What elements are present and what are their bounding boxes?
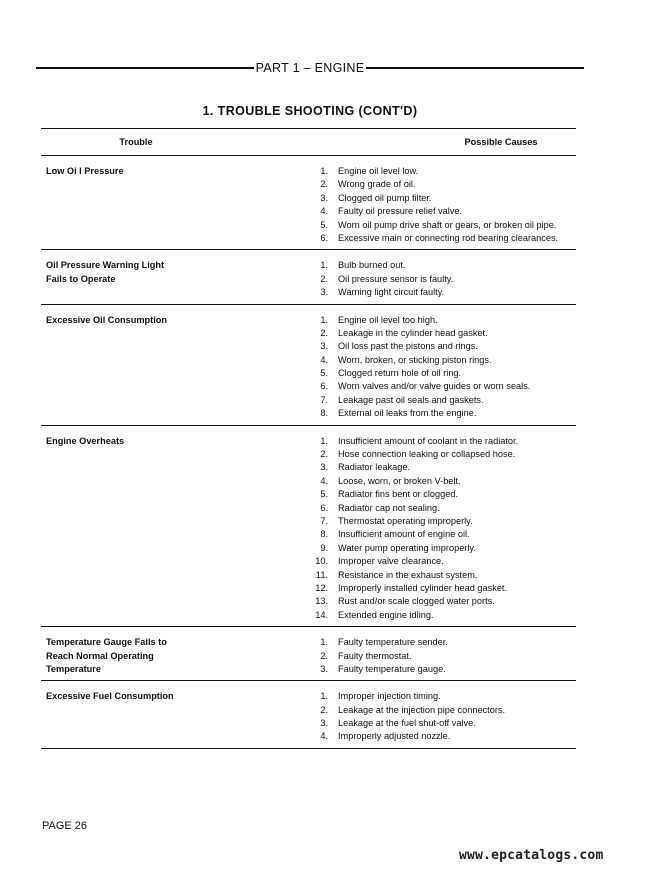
cause-item (296, 340, 576, 353)
cause-item (296, 367, 576, 380)
cause-item (296, 273, 576, 286)
table-body (41, 156, 576, 749)
cause-text: Leakage at the fuel shut-off valve. (338, 718, 476, 729)
cause-number: 10. (315, 556, 328, 567)
cause-text: Clogged oil pump filter. (338, 192, 432, 203)
cause-item (296, 435, 576, 448)
cause-number: 1. (320, 260, 328, 271)
header-rule-left (36, 67, 254, 69)
cause-number: 5. (320, 489, 328, 500)
cause-text: Excessive main or connecting rod bearing clearances. (338, 232, 559, 243)
cause-number: 7. (320, 394, 328, 405)
cause-text: Faulty temperature gauge. (338, 663, 446, 674)
cause-item (296, 488, 576, 501)
cause-item (296, 380, 576, 393)
cause-number: 14. (315, 609, 328, 620)
cause-number: 1. (320, 637, 328, 648)
cause-item (296, 542, 576, 555)
trouble-cell (41, 426, 296, 626)
cause-item (296, 582, 576, 595)
cause-text: Warning light circuit faulty. (338, 287, 445, 298)
cause-item (296, 327, 576, 340)
cause-number: 5. (320, 368, 328, 379)
cause-item (296, 448, 576, 461)
cause-item (296, 394, 576, 407)
cause-item (296, 192, 576, 205)
cause-text: Thermostat operating improperly. (338, 515, 473, 526)
cause-item (296, 569, 576, 582)
cause-item (296, 663, 576, 676)
cause-number: 3. (320, 192, 328, 203)
cause-item (296, 704, 576, 717)
cause-number: 4. (320, 731, 328, 742)
column-header-trouble: Trouble (119, 137, 153, 147)
trouble-label: Fails to Operate (46, 273, 116, 284)
cause-number: 7. (320, 515, 328, 526)
cause-text: Improper valve clearance. (338, 556, 444, 567)
cause-number: 2. (320, 704, 328, 715)
cause-item (296, 354, 576, 367)
cause-text: Leakage in the cylinder head gasket. (338, 327, 488, 338)
cause-text: Faulty thermostat. (338, 650, 412, 661)
cause-item (296, 232, 576, 245)
trouble-label: Excessive Fuel Consumption (46, 691, 174, 702)
table-row (41, 305, 576, 426)
cause-number: 8. (320, 529, 328, 540)
trouble-cell (41, 305, 296, 425)
part-title: PART 1 – ENGINE (255, 61, 365, 75)
cause-number: 2. (320, 327, 328, 338)
page-header (36, 61, 584, 75)
cause-text: Improperly installed cylinder head gasket. (338, 582, 508, 593)
cause-item (296, 515, 576, 528)
cause-text: Rust and/or scale clogged water ports. (338, 596, 495, 607)
troubleshooting-table (41, 128, 576, 749)
trouble-cell (41, 250, 296, 303)
cause-text: Leakage past oil seals and gaskets. (338, 394, 484, 405)
cause-text: Clogged return hole of oil ring. (338, 368, 462, 379)
cause-item (296, 205, 576, 218)
table-row (41, 250, 576, 304)
cause-text: Improper injection timing. (338, 691, 441, 702)
watermark: www.epcatalogs.com (459, 848, 604, 863)
cause-number: 1. (320, 314, 328, 325)
cause-number: 3. (320, 341, 328, 352)
column-header-causes: Possible Causes (464, 137, 538, 147)
cause-item (296, 219, 576, 232)
cause-number: 4. (320, 354, 328, 365)
cause-item (296, 314, 576, 327)
cause-text: Faulty temperature sender. (338, 637, 448, 648)
cause-number: 4. (320, 475, 328, 486)
cause-text: Wrong grade of oil. (338, 179, 416, 190)
cause-number: 6. (320, 502, 328, 513)
trouble-label: Temperature Gauge Fails to (46, 637, 167, 648)
cause-text: Insufficient amount of coolant in the radiator. (338, 435, 519, 446)
cause-number: 11. (315, 569, 328, 580)
trouble-label: Temperature (46, 663, 101, 674)
cause-item (296, 286, 576, 299)
cause-number: 13. (315, 596, 328, 607)
trouble-cell (41, 627, 296, 680)
cause-text: Radiator cap not sealing. (338, 502, 440, 513)
table-row (41, 156, 576, 250)
cause-text: Improperly adjusted nozzle. (338, 731, 451, 742)
causes-cell (296, 426, 576, 626)
cause-text: Loose, worn, or broken V-belt. (338, 475, 461, 486)
cause-text: Oil pressure sensor is faulty. (338, 273, 454, 284)
cause-text: Worn valves and/or valve guides or worn seals. (338, 381, 531, 392)
section-title: 1. TROUBLE SHOOTING (CONT'D) (202, 104, 418, 118)
causes-cell (296, 305, 576, 425)
cause-number: 3. (320, 462, 328, 473)
cause-item (296, 636, 576, 649)
table-header (41, 129, 576, 156)
cause-number: 1. (320, 691, 328, 702)
cause-text: Extended engine idling. (338, 609, 434, 620)
cause-number: 9. (320, 542, 328, 553)
trouble-cell (41, 681, 296, 748)
trouble-label: Excessive Oil Consumption (46, 314, 168, 325)
cause-number: 12. (315, 582, 328, 593)
cause-text: Bulb burned out. (338, 260, 406, 271)
cause-text: Radiator fins bent or clogged. (338, 489, 459, 500)
table-row (41, 426, 576, 627)
cause-text: Engine oil level low. (338, 166, 419, 176)
cause-text: Worn oil pump drive shaft or gears, or broken oil pipe. (338, 219, 557, 230)
cause-item (296, 461, 576, 474)
cause-text: Hose connection leaking or collapsed hose. (338, 449, 516, 460)
trouble-label: Engine Overheats (46, 435, 125, 446)
cause-number: 4. (320, 206, 328, 217)
cause-item (296, 178, 576, 191)
cause-item (296, 609, 576, 622)
cause-number: 2. (320, 179, 328, 190)
causes-cell (296, 156, 576, 249)
cause-number: 8. (320, 408, 328, 419)
causes-cell (296, 681, 576, 748)
causes-cell (296, 250, 576, 303)
trouble-label: Oil Pressure Warning Light (46, 260, 165, 271)
cause-text: Faulty oil pressure relief valve. (338, 206, 463, 217)
cause-number: 1. (320, 435, 328, 446)
table-row (41, 681, 576, 749)
page-number: PAGE 26 (42, 820, 88, 832)
table-row (41, 627, 576, 681)
cause-text: Engine oil level too high. (338, 314, 438, 325)
causes-cell (296, 627, 576, 680)
cause-number: 1. (320, 166, 328, 176)
cause-item (296, 595, 576, 608)
cause-number: 6. (320, 232, 328, 243)
cause-text: Radiator leakage. (338, 462, 411, 473)
cause-item (296, 165, 576, 178)
cause-number: 6. (320, 381, 328, 392)
cause-item (296, 555, 576, 568)
cause-text: Worn, broken, or sticking piston rings. (338, 354, 492, 365)
cause-number: 2. (320, 449, 328, 460)
cause-text: Water pump operating improperly. (338, 542, 476, 553)
trouble-label: Low Oi l Pressure (46, 166, 124, 176)
cause-number: 3. (320, 718, 328, 729)
cause-item (296, 730, 576, 743)
cause-text: Insufficient amount of engine oil. (338, 529, 470, 540)
cause-item (296, 259, 576, 272)
trouble-cell (41, 156, 296, 249)
cause-text: Resistance in the exhaust system. (338, 569, 478, 580)
cause-item (296, 650, 576, 663)
cause-number: 5. (320, 219, 328, 230)
cause-item (296, 717, 576, 730)
cause-number: 3. (320, 663, 328, 674)
cause-text: Oil loss past the pistons and rings. (338, 341, 478, 352)
cause-number: 3. (320, 287, 328, 298)
cause-text: Leakage at the injection pipe connectors. (338, 704, 506, 715)
cause-item (296, 407, 576, 420)
cause-item (296, 502, 576, 515)
cause-item (296, 690, 576, 703)
trouble-label: Reach Normal Operating (46, 650, 154, 661)
header-rule-right (366, 67, 584, 69)
cause-number: 2. (320, 273, 328, 284)
cause-number: 2. (320, 650, 328, 661)
cause-item (296, 528, 576, 541)
cause-item (296, 475, 576, 488)
cause-text: External oil leaks from the engine. (338, 408, 477, 419)
